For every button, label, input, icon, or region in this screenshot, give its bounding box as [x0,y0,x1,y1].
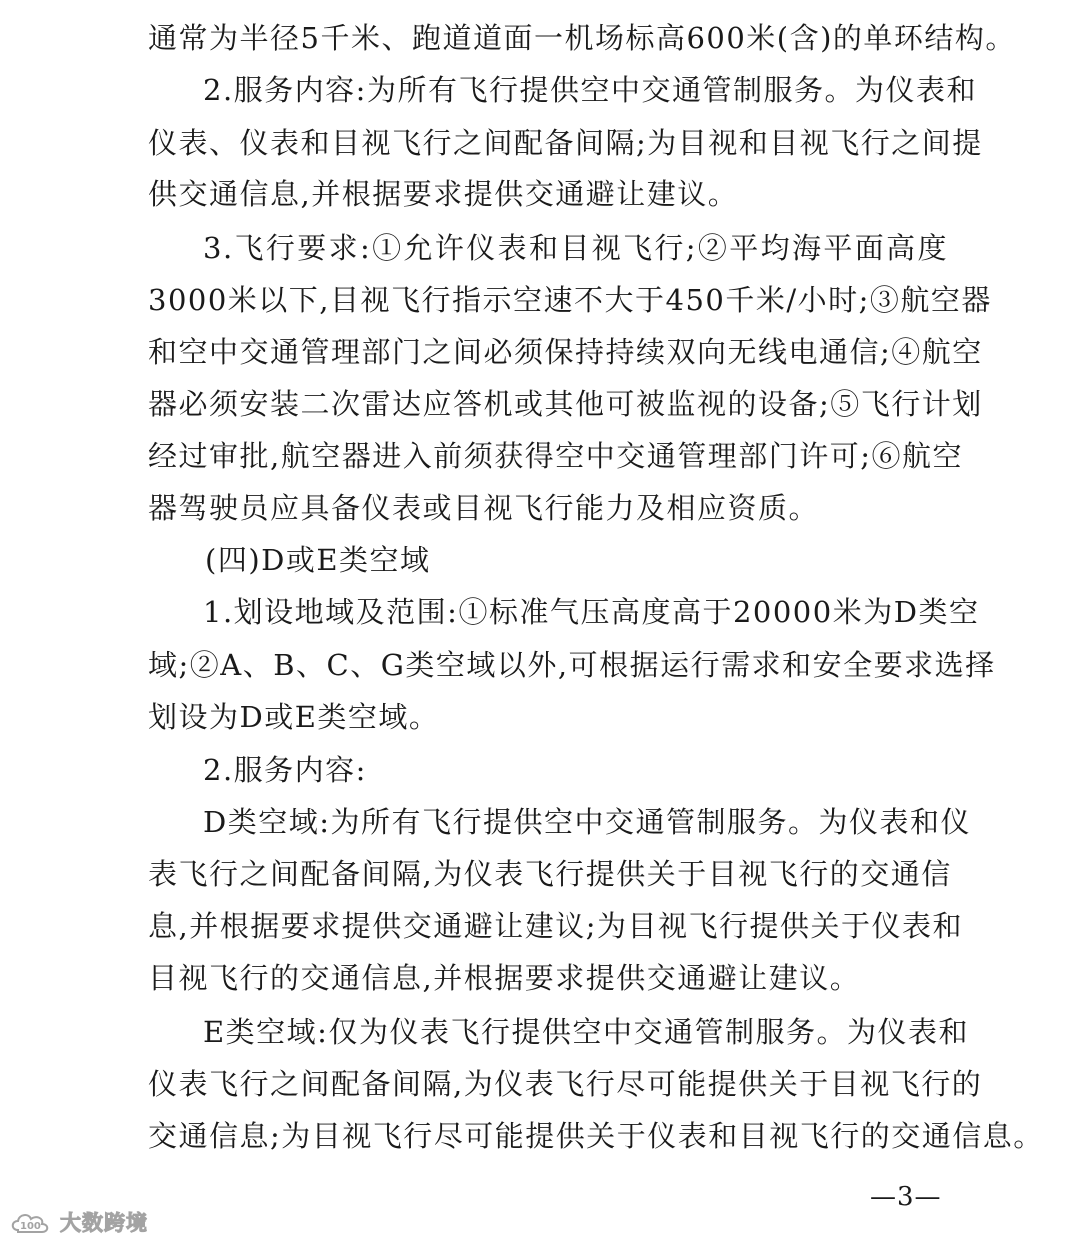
paragraph-line: 3.飞行要求:①允许仪表和目视飞行;②平均海平面高度 [203,231,948,265]
paragraph-line: 和空中交通管理部门之间必须保持持续双向无线电通信;④航空 [148,335,983,369]
paragraph-line: 3000米以下,目视飞行指示空速不大于450千米/小时;③航空器 [148,283,992,317]
paragraph-line: D类空域:为所有飞行提供空中交通管制服务。为仪表和仪 [203,805,972,839]
paragraph-line: 1.划设地域及范围:①标准气压高度高于20000米为D类空 [203,595,980,629]
paragraph-line: 通常为半径5千米、跑道道面一机场标高600米(含)的单环结构。 [148,21,1016,55]
paragraph-line: 交通信息;为目视飞行尽可能提供关于仪表和目视飞行的交通信息。 [148,1119,1044,1153]
paragraph-line: 2.服务内容: [203,753,367,787]
paragraph-line: 经过审批,航空器进入前须获得空中交通管理部门许可;⑥航空 [148,439,963,473]
page-number: —3— [870,1182,942,1212]
watermark [8,1206,148,1238]
svg-text:100: 100 [20,1221,41,1232]
cloud-logo-icon [8,1208,52,1236]
watermark-text: 大数跨境 [60,1211,148,1235]
paragraph-line: 域;②A、B、C、G类空域以外,可根据运行需求和安全要求选择 [148,648,996,682]
paragraph-line: 器必须安装二次雷达应答机或其他可被监视的设备;⑤飞行计划 [148,387,983,421]
paragraph-line: 目视飞行的交通信息,并根据要求提供交通避让建议。 [148,961,861,995]
paragraph-line: E类空域:仅为仪表飞行提供空中交通管制服务。为仪表和 [203,1015,969,1049]
paragraph-line: 息,并根据要求提供交通避让建议;为目视飞行提供关于仪表和 [148,909,963,943]
paragraph-line: 仪表飞行之间配备间隔,为仪表飞行尽可能提供关于目视飞行的 [148,1067,983,1101]
paragraph-line: 器驾驶员应具备仪表或目视飞行能力及相应资质。 [148,491,820,525]
paragraph-line: 供交通信息,并根据要求提供交通避让建议。 [148,177,739,211]
paragraph-line: 表飞行之间配备间隔,为仪表飞行提供关于目视飞行的交通信 [148,857,952,891]
paragraph-line: 划设为D或E类空域。 [148,700,440,734]
paragraph-line: 仪表、仪表和目视飞行之间配备间隔;为目视和目视飞行之间提 [148,126,983,160]
paragraph-line: 2.服务内容:为所有飞行提供空中交通管制服务。为仪表和 [203,73,977,107]
section-heading: (四)D或E类空域 [205,543,431,577]
